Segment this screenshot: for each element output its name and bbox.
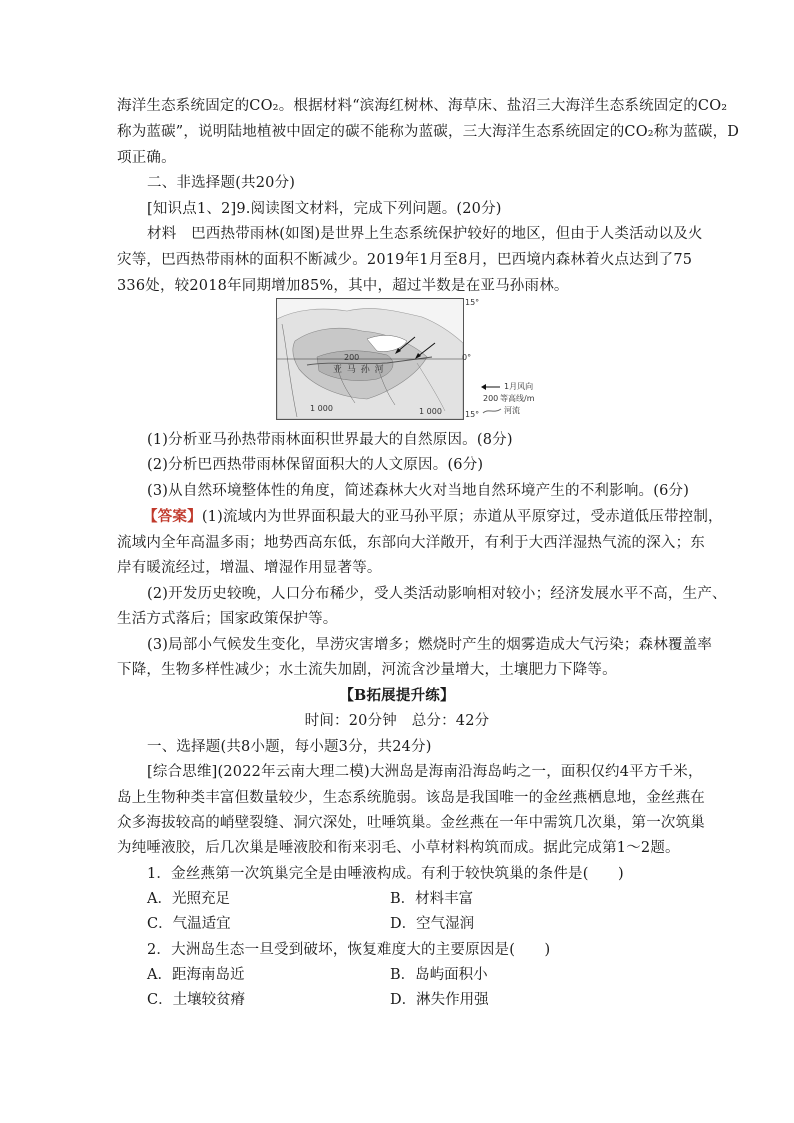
stem-line-2: 岛上生物种类丰富但数量较少，生态系统脆弱。该岛是我国唯一的金丝燕栖息地，金丝燕在 xyxy=(117,790,705,806)
answer-tag: 【答案】 xyxy=(143,508,202,525)
amazon-river-label: 亚 马 孙 河 xyxy=(333,365,385,375)
mc1-option-b: B．材料丰富 xyxy=(390,891,474,907)
mc1-option-d: D．空气湿润 xyxy=(390,916,475,932)
mc1-stem: 1．金丝燕第一次筑巢完全是由唾液构成。有利于较快筑巢的条件是( ) xyxy=(147,866,624,882)
question-9-1: (1)分析亚马孙热带雨林面积世界最大的自然原因。(8分) xyxy=(147,432,513,448)
question-9-2: (2)分析巴西热带雨林保留面积大的人文原因。(6分) xyxy=(147,457,484,473)
answer-line-1 xyxy=(143,507,723,527)
mc2-option-b: B．岛屿面积小 xyxy=(390,967,488,983)
latitude-equator-label: 0° xyxy=(462,353,472,362)
contour-1000-left-label: 1 000 xyxy=(310,404,333,413)
latitude-bottom-label: 15° xyxy=(465,410,480,419)
contour-1000-right-label: 1 000 xyxy=(419,407,442,416)
question-9-title: [知识点1、2]9.阅读图文材料，完成下列问题。(20分) xyxy=(147,201,502,217)
latitude-top-label: 15° xyxy=(465,298,480,307)
part-b-title: 【B拓展提升练】 xyxy=(339,687,455,704)
contour-200-label: 200 xyxy=(344,353,360,362)
wind-arrow-icon xyxy=(480,383,502,391)
mc1-option-a: A．光照充足 xyxy=(147,891,230,907)
material-line-3: 336处，较2018年同期增加85%，其中，超过半数是在亚马孙雨林。 xyxy=(117,278,569,294)
legend-contour-value: 200 xyxy=(483,394,499,403)
mc1-option-c: C．气温适宜 xyxy=(147,916,231,932)
answer-line-7: 下降，生物多样性减少；水土流失加剧，河流含沙量增大，土壤肥力下降等。 xyxy=(117,662,617,678)
stem-line-4: 为纯唾液胶，后几次巢是唾液胶和衔来羽毛、小草材料构筑而成。据此完成第1～2题。 xyxy=(117,840,680,856)
answer-1-text-1: (1)流域内为世界面积最大的亚马孙平原；赤道从平原穿过，受赤道低压带控制， xyxy=(201,509,723,525)
mc2-option-d: D．淋失作用强 xyxy=(390,992,489,1008)
mc2-option-a: A．距海南岛近 xyxy=(147,967,245,983)
river-icon xyxy=(482,407,502,415)
material-line-2: 灾等，巴西热带雨林的面积不断减少。2019年1月至8月，巴西境内森林着火点达到了75 xyxy=(117,252,693,268)
legend-contour-label: 等高线/m xyxy=(500,394,535,403)
section-2-title: 二、非选择题(共20分) xyxy=(147,175,296,191)
legend-wind-label: 1月风向 xyxy=(504,382,534,391)
question-9-3: (3)从自然环境整体性的角度，简述森林大火对当地自然环境产生的不利影响。(6分) xyxy=(147,483,690,499)
brazil-rainforest-map xyxy=(276,298,464,420)
answer-line-2: 流域内全年高温多雨；地势西高东低，东部向大洋敞开，有利于大西洋湿热气流的深入；东 xyxy=(117,535,705,551)
legend-river-label: 河流 xyxy=(504,406,520,415)
intro-line-3: 项正确。 xyxy=(117,150,176,166)
answer-line-4: (2)开发历史较晚，人口分布稀少，受人类活动影响相对较小；经济发展水平不高，生产、 xyxy=(147,586,727,602)
mc2-stem: 2．大洲岛生态一旦受到破坏，恢复难度大的主要原因是( ) xyxy=(147,942,551,958)
intro-line-1: 海洋生态系统固定的CO₂。根据材料“滨海红树林、海草床、盐沼三大海洋生态系统固定的CO₂ xyxy=(117,98,728,114)
stem-line-3: 众多海拔较高的峭壁裂缝、洞穴深处，吐唾筑巢。金丝燕在一年中需筑几次巢，第一次筑巢 xyxy=(117,815,705,831)
part-b-time: 时间：20分钟 总分：42分 xyxy=(304,713,490,729)
stem-line-1: [综合思维](2022年云南大理二模)大洲岛是海南沿海岛屿之一，面积仅约4平方千米， xyxy=(147,764,703,780)
answer-line-3: 岸有暖流经过，增温、增湿作用显著等。 xyxy=(117,560,382,576)
intro-line-2: 称为蓝碳”，说明陆地植被中固定的碳不能称为蓝碳，三大海洋生态系统固定的CO₂称为蓝碳，D xyxy=(117,124,740,140)
answer-line-6: (3)局部小气候发生变化，旱涝灾害增多；燃烧时产生的烟雾造成大气污染；森林覆盖率 xyxy=(147,637,713,653)
mc2-option-c: C．土壤较贫瘠 xyxy=(147,992,246,1008)
map-drawing xyxy=(277,299,463,419)
answer-line-5: 生活方式落后；国家政策保护等。 xyxy=(117,611,338,627)
material-line-1: 材料 巴西热带雨林(如图)是世界上生态系统保护较好的地区，但由于人类活动以及火 xyxy=(147,226,703,242)
part-b-section-1: 一、选择题(共8小题，每小题3分，共24分) xyxy=(147,739,432,755)
